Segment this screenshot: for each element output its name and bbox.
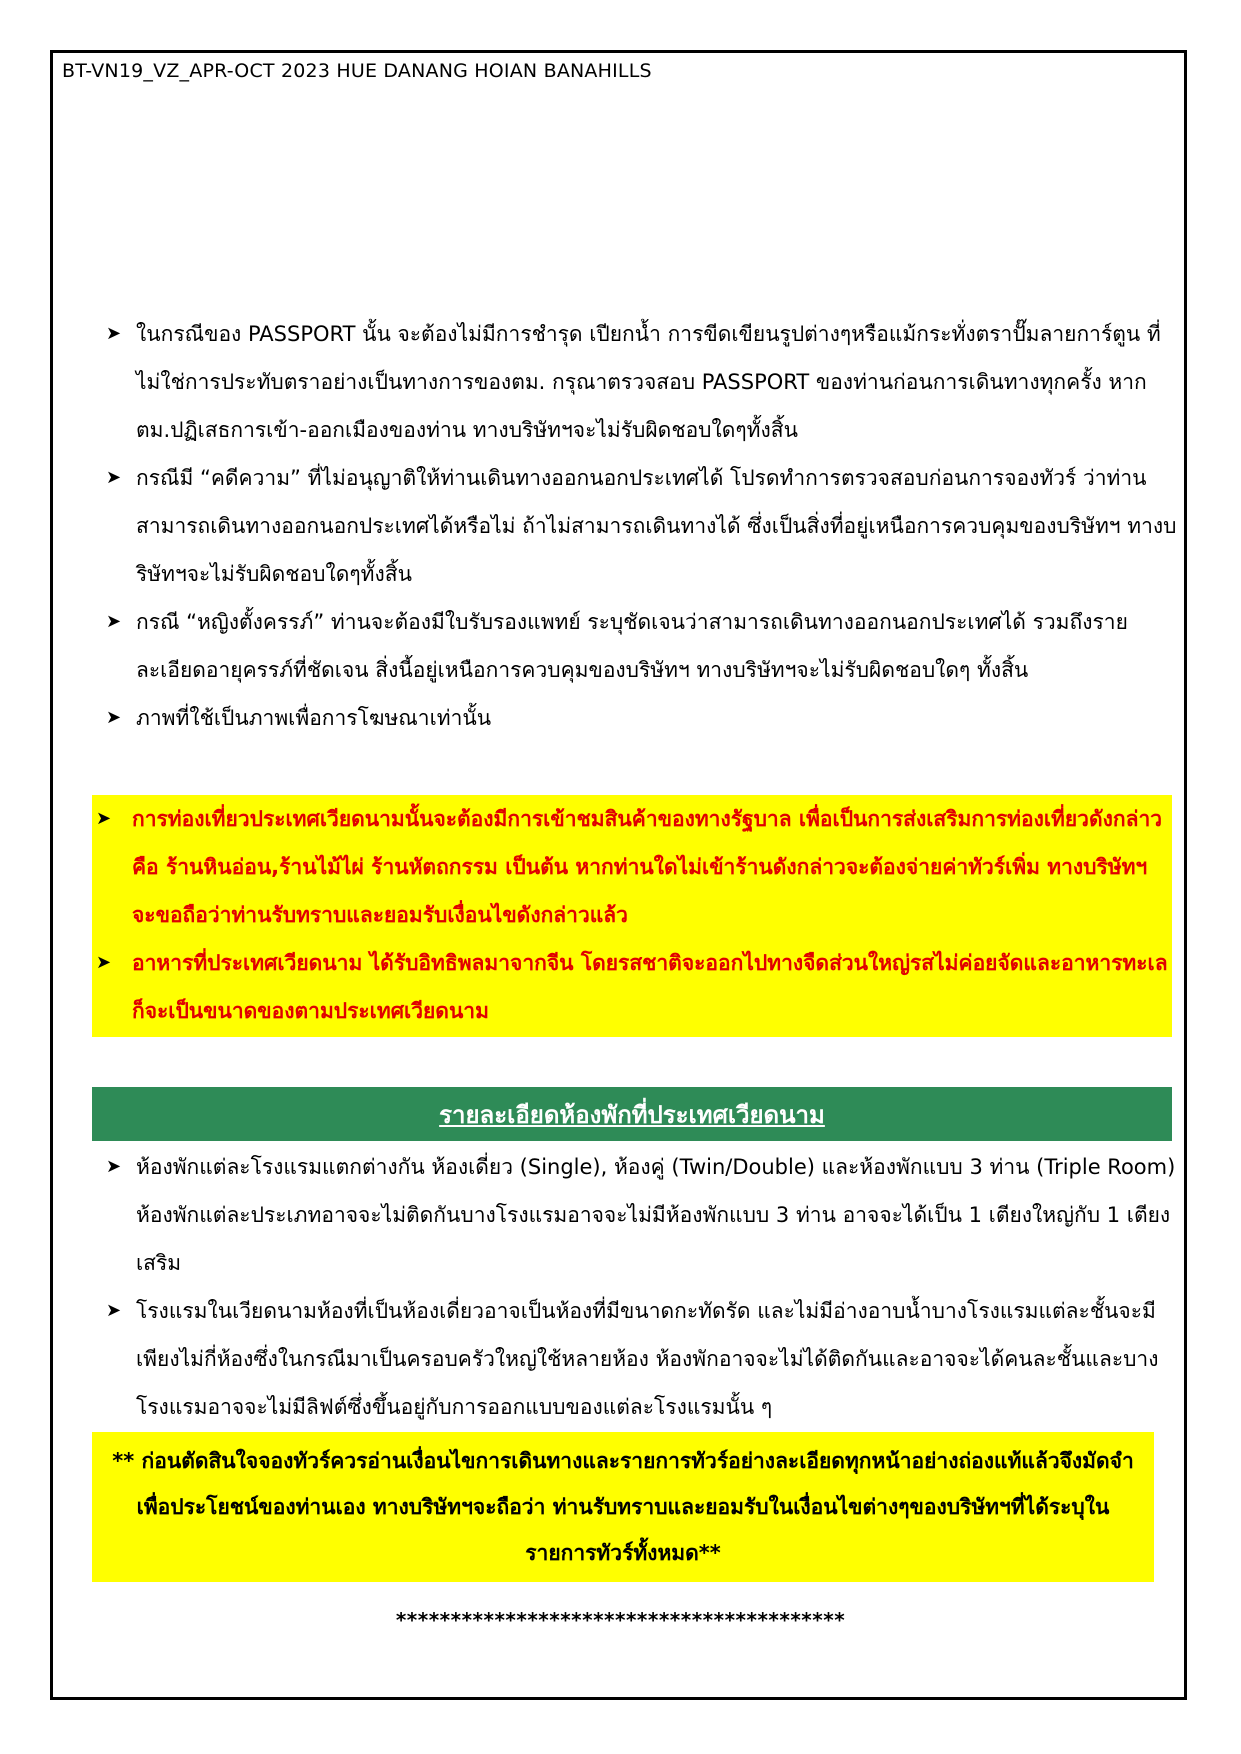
room-section-header: [92, 1087, 1172, 1141]
end-marker: *****************************************: [395, 1608, 846, 1632]
arrowhead-bullet-icon: ➤: [106, 1156, 122, 1177]
section-title: รายละเอียดห้องพักที่ประเทศเวียดนาม: [439, 1100, 825, 1129]
list-item: ➤ กรณีมี “คดีความ” ที่ไม่อนุญาติให้ท่านเดินทางออกนอกประเทศได้ โปรดทำการตรวจสอบก่อนการจองทัวร์ ว่าท่านสามารถเดินทางออกนอกประเทศได้หรือไม่ ถ้าไม่สามารถเดินทางได้ ซึ่งเป็นสิ่งที่อยู่เหนือการควบคุมของบริษัทฯ ทางบริษัทฯจะไม่รับผิดชอบใดๆทั้งสิ้น: [92, 454, 1182, 598]
list-item: ➤ ห้องพักแต่ละโรงแรมแตกต่างกัน ห้องเดี่ยว (Single), ห้องคู่ (Twin/Double) และห้องพักแบบ 3 ท่าน (Triple Room) ห้องพักแต่ละประเภทอาจจะไม่ติดกันบางโรงแรมอาจจะไม่มีห้องพักแบบ 3 ท่าน อาจจะได้เป็น 1 เตียงใหญ่กับ 1 เตียงเสริม: [92, 1143, 1182, 1287]
list-item: ➤ อาหารที่ประเทศเวียดนาม ได้รับอิทธิพลมาจากจีน โดยรสชาติจะออกไปทางจืดส่วนใหญ่รสไม่ค่อยจัดและอาหารทะเลก็จะเป็นขนาดของตามประเทศเวียดนาม: [92, 939, 1172, 1035]
arrowhead-bullet-icon: ➤: [106, 467, 122, 488]
highlighted-conditions: [92, 795, 1172, 1037]
arrowhead-bullet-icon: ➤: [96, 808, 112, 829]
room-details-list: [92, 1143, 1182, 1431]
final-notice: ** ก่อนตัดสินใจจองทัวร์ควรอ่านเงื่อนไขการเดินทางและรายการทัวร์อย่างละเอียดทุกหน้าอย่างถ่องแท้แล้วจึงมัดจำเพื่อประโยชน์ของท่านเอง ทางบริษัทฯจะถือว่า ท่านรับทราบและยอมรับในเงื่อนไขต่างๆของบริษัทฯที่ได้ระบุในรายการทัวร์ทั้งหมด**: [92, 1432, 1154, 1582]
list-item: ➤ ภาพที่ใช้เป็นภาพเพื่อการโฆษณาเท่านั้น: [92, 694, 1182, 742]
list-item: ➤ ในกรณีของ PASSPORT นั้น จะต้องไม่มีการชำรุด เปียกน้ำ การขีดเขียนรูปต่างๆหรือแม้กระทั่งตราปั๊มลายการ์ตูน ที่ไม่ใช่การประทับตราอย่างเป็นทางการของตม. กรุณาตรวจสอบ PASSPORT ของท่านก่อนการเดินทางทุกครั้ง หาก ตม.ปฏิเสธการเข้า-ออกเมืองของท่าน ทางบริษัทฯจะไม่รับผิดชอบใดๆทั้งสิ้น: [92, 310, 1182, 454]
list-item: ➤ กรณี “หญิงตั้งครรภ์” ท่านจะต้องมีใบรับรองแพทย์ ระบุชัดเจนว่าสามารถเดินทางออกนอกประเทศได้ รวมถึงรายละเอียดอายุครรภ์ที่ชัดเจน สิ่งนี้อยู่เหนือการควบคุมของบริษัทฯ ทางบริษัทฯจะไม่รับผิดชอบใดๆ ทั้งสิ้น: [92, 598, 1182, 694]
arrowhead-bullet-icon: ➤: [106, 1300, 122, 1321]
list-item: ➤ การท่องเที่ยวประเทศเวียดนามนั้นจะต้องมีการเข้าชมสินค้าของทางรัฐบาล เพื่อเป็นการส่งเสริมการท่องเที่ยวดังกล่าว คือ ร้านหินอ่อน,ร้านไม้ไผ่ ร้านหัตถกรรม เป็นต้น หากท่านใดไม่เข้าร้านดังกล่าวจะต้องจ่ายค่าทัวร์เพิ่ม ทางบริษัทฯ จะขอถือว่าท่านรับทราบและยอมรับเงื่อนไขดังกล่าวแล้ว: [92, 795, 1172, 939]
arrowhead-bullet-icon: ➤: [96, 952, 112, 973]
document-code: BT-VN19_VZ_APR-OCT 2023 HUE DANANG HOIAN BANAHILLS: [62, 60, 652, 82]
arrowhead-bullet-icon: ➤: [106, 707, 122, 728]
conditions-list: [92, 310, 1182, 742]
arrowhead-bullet-icon: ➤: [106, 323, 122, 344]
arrowhead-bullet-icon: ➤: [106, 611, 122, 632]
list-item: ➤ โรงแรมในเวียดนามห้องที่เป็นห้องเดี่ยวอาจเป็นห้องที่มีขนาดกะทัดรัด และไม่มีอ่างอาบน้ำบางโรงแรมแต่ละชั้นจะมี เพียงไม่กี่ห้องซึ่งในกรณีมาเป็นครอบครัวใหญ่ใช้หลายห้อง ห้องพักอาจจะไม่ได้ติดกันและอาจจะได้คนละชั้นและบาง โรงแรมอาจจะไม่มีลิฟต์ซึ่งขึ้นอยู่กับการออกแบบของแต่ละโรงแรมนั้น ๆ: [92, 1287, 1182, 1431]
